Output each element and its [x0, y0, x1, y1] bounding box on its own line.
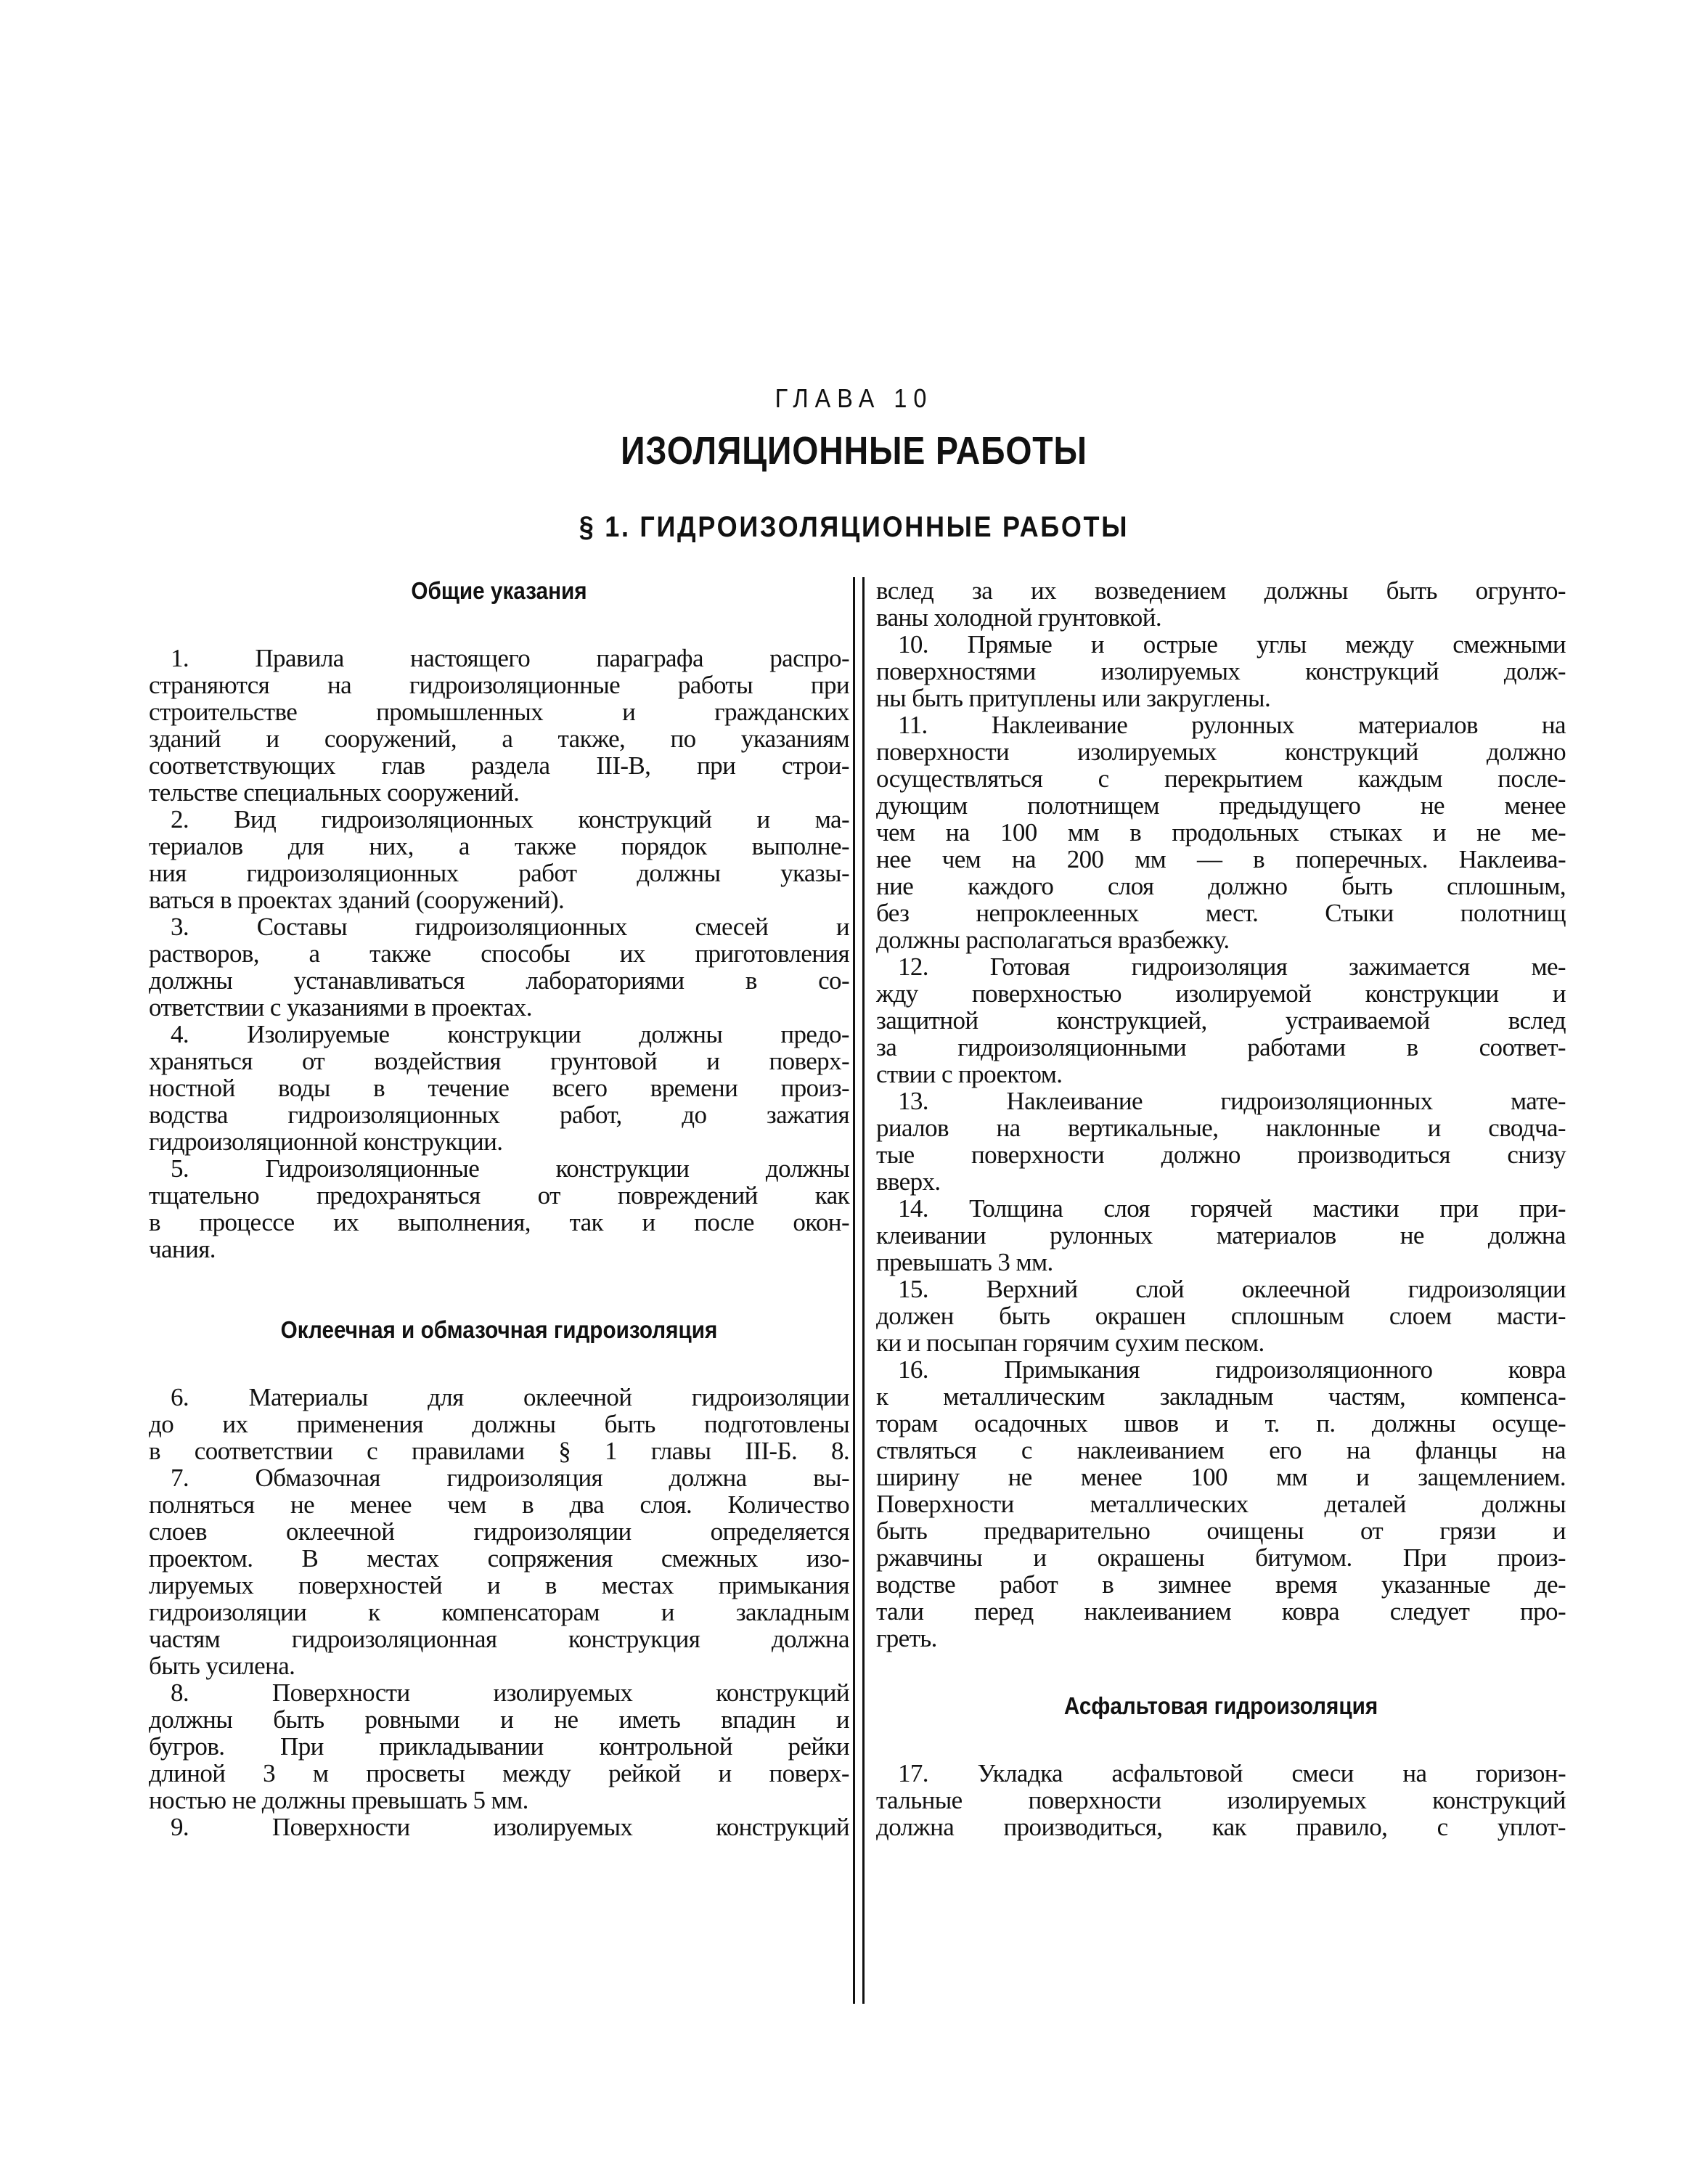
text-line: быть предварительно очищены от грязи и	[876, 1517, 1566, 1545]
text-line: 13. Наклеивание гидроизоляционных мате-	[898, 1087, 1566, 1115]
text-line: 4. Изолируемые конструкции должны предо-	[171, 1020, 849, 1048]
text-line: должен быть окрашен сплошным слоем масти-	[876, 1302, 1566, 1330]
text-line: тали перед наклеиванием ковра следует про-	[876, 1597, 1566, 1626]
subheading-asphalt: Асфальтовая гидроизоляция	[1063, 1692, 1378, 1719]
text-line: 8. Поверхности изолируемых конструкций	[171, 1679, 849, 1707]
text-line: поверхности изолируемых конструкций должно	[876, 738, 1566, 766]
text-line: 6. Материалы для оклеечной гидроизоляции	[171, 1383, 849, 1411]
text-line: 3. Составы гидроизоляционных смесей и	[171, 913, 849, 941]
text-line: гидроизоляции к компенсаторам и закладным	[149, 1598, 849, 1626]
text-line: териалов для них, а также порядок выполне-	[149, 832, 849, 860]
paragraph-3	[149, 913, 849, 1021]
text-line: полняться не менее чем в два слоя. Количество	[149, 1490, 849, 1519]
paragraph-9	[149, 1814, 849, 1840]
paragraph-11	[876, 711, 1566, 953]
text-line: ржавчины и окрашены битумом. При произ-	[876, 1543, 1566, 1572]
text-line: ваны холодной грунтовкой.	[876, 603, 1161, 632]
text-line: без непроклеенных мест. Стыки полотнищ	[876, 899, 1566, 927]
text-line: строительстве промышленных и гражданских	[149, 698, 849, 726]
text-line: в процессе их выполнения, так и после окон-	[149, 1208, 849, 1236]
text-line: греть.	[876, 1624, 937, 1652]
text-line: должны быть ровными и не иметь впадин и	[149, 1705, 849, 1734]
text-line: ствляться с наклеиванием его на фланцы на	[876, 1436, 1566, 1464]
text-line: нее чем на 200 мм — в поперечных. Наклеива-	[876, 845, 1566, 873]
text-line: храняться от воздействия грунтовой и поверх-	[149, 1047, 849, 1075]
text-line: должна производиться, как правило, с уплот-	[876, 1813, 1566, 1841]
text-line: защитной конструкцией, устраиваемой вслед	[876, 1006, 1566, 1035]
paragraph-4	[149, 1021, 849, 1155]
text-line: ностью не должны превышать 5 мм.	[149, 1786, 528, 1814]
text-line: ние каждого слоя должно быть сплошным,	[876, 872, 1566, 900]
text-line: до их применения должны быть подготовлены	[149, 1410, 849, 1438]
text-line: 12. Готовая гидроизоляция зажимается ме-	[898, 953, 1566, 981]
text-line: страняются на гидроизоляционные работы при	[149, 671, 849, 699]
text-line: бугров. При прикладывании контрольной рейки	[149, 1732, 849, 1761]
text-line: соответствующих глав раздела III-В, при строи-	[149, 751, 849, 780]
text-line: 14. Толщина слоя горячей мастики при при-	[898, 1194, 1566, 1223]
text-line: слоев оклеечной гидроизоляции определяется	[149, 1517, 849, 1546]
text-line: ствии с проектом.	[876, 1060, 1063, 1088]
text-line: растворов, а также способы их приготовления	[149, 939, 849, 968]
paragraph-15	[876, 1276, 1566, 1356]
paragraph-5	[149, 1155, 849, 1263]
paragraph-2	[149, 806, 849, 913]
text-line: 7. Обмазочная гидроизоляция должна вы-	[171, 1464, 849, 1492]
paragraph-7	[149, 1464, 849, 1679]
text-line: ки и посыпан горячим сухим песком.	[876, 1329, 1264, 1357]
text-line: риалов на вертикальные, наклонные и сводча-	[876, 1114, 1566, 1142]
text-line: торам осадочных швов и т. п. должны осуще-	[876, 1409, 1566, 1437]
text-line: лируемых поверхностей и в местах примыкания	[149, 1571, 849, 1599]
text-line: должны располагаться вразбежку.	[876, 926, 1230, 954]
paragraph-8	[149, 1679, 849, 1814]
text-line: водства гидроизоляционных работ, до зажатия	[149, 1101, 849, 1129]
text-line: проектом. В местах сопряжения смежных изо-	[149, 1544, 849, 1573]
paragraph-14	[876, 1195, 1566, 1276]
right-column	[876, 577, 1566, 1840]
text-line: дующим полотнищем предыдущего не менее	[876, 791, 1566, 820]
left-column	[149, 577, 849, 1840]
text-line: частям гидроизоляционная конструкция должна	[149, 1625, 849, 1653]
text-line: 2. Вид гидроизоляционных конструкций и ма-	[171, 805, 849, 833]
subheading-general: Общие указания	[411, 577, 587, 604]
text-line: 16. Примыкания гидроизоляционного ковра	[898, 1355, 1566, 1384]
subheading-pasting: Оклеечная и обмазочная гидроизоляция	[280, 1316, 718, 1343]
text-line: осуществляться с перекрытием каждым после-	[876, 764, 1566, 793]
text-line: 17. Укладка асфальтовой смеси на горизон-	[898, 1759, 1566, 1787]
text-line: водстве работ в зимнее время указанные де-	[876, 1570, 1566, 1599]
text-line: ответствии с указаниями в проектах.	[149, 993, 532, 1021]
text-line: чем на 100 мм в продольных стыках и не ме-	[876, 818, 1566, 847]
text-line: чания.	[149, 1235, 216, 1263]
text-line: ностной воды в течение всего времени произ-	[149, 1074, 849, 1102]
text-line: гидроизоляционной конструкции.	[149, 1127, 503, 1156]
chapter-title: ИЗОЛЯЦИОННЫЕ РАБОТЫ	[621, 429, 1087, 473]
text-line: 9. Поверхности изолируемых конструкций	[171, 1813, 849, 1841]
paragraph-13	[876, 1088, 1566, 1195]
paragraph-1	[149, 645, 849, 806]
text-line: 11. Наклеивание рулонных материалов на	[898, 711, 1566, 739]
text-line: тщательно предохраняться от повреждений как	[149, 1181, 849, 1210]
text-line: жду поверхностью изолируемой конструкции и	[876, 979, 1566, 1008]
text-line: клеивании рулонных материалов не должна	[876, 1221, 1566, 1249]
text-line: Поверхности металлических деталей должны	[876, 1490, 1566, 1518]
text-line: поверхностями изолируемых конструкций долж-	[876, 657, 1566, 685]
paragraph-16	[876, 1356, 1566, 1652]
text-line: 1. Правила настоящего параграфа распро-	[171, 644, 849, 672]
paragraph-10	[876, 631, 1566, 711]
text-line: 5. Гидроизоляционные конструкции должны	[171, 1154, 849, 1183]
text-line: длиной 3 м просветы между рейкой и поверх-	[149, 1759, 849, 1787]
text-line: должны устанавливаться лабораториями в со-	[149, 966, 849, 995]
text-line: ны быть притуплены или закруглены.	[876, 684, 1271, 712]
column-divider	[853, 577, 865, 2004]
text-line: зданий и сооружений, а также, по указаниям	[149, 725, 849, 753]
text-line: за гидроизоляционными работами в соответ-	[876, 1033, 1566, 1061]
text-line: 10. Прямые и острые углы между смежными	[898, 630, 1566, 658]
text-line: вслед за их возведением должны быть огрунто-	[876, 576, 1566, 605]
paragraph-6	[149, 1384, 849, 1464]
text-line: ваться в проектах зданий (сооружений).	[149, 886, 565, 914]
text-line: тальные поверхности изолируемых конструкций	[876, 1786, 1566, 1814]
paragraph-17	[876, 1760, 1566, 1840]
text-line: ния гидроизоляционных работ должны указы-	[149, 859, 849, 887]
section-title: § 1. ГИДРОИЗОЛЯЦИОННЫЕ РАБОТЫ	[579, 511, 1129, 543]
text-line: вверх.	[876, 1167, 941, 1196]
text-line: превышать 3 мм.	[876, 1248, 1053, 1276]
text-line: к металлическим закладным частям, компенса-	[876, 1382, 1566, 1411]
text-line: быть усилена.	[149, 1652, 295, 1680]
text-line: ширину не менее 100 мм и защемлением.	[876, 1463, 1566, 1491]
text-line: в соответствии с правилами § 1 главы III-Б. 8.	[149, 1437, 849, 1465]
text-line: тые поверхности должно производиться снизу	[876, 1141, 1566, 1169]
chapter-number: ГЛАВА 10	[775, 383, 933, 413]
paragraph-9-cont	[876, 577, 1566, 631]
text-line: 15. Верхний слой оклеечной гидроизоляции	[898, 1275, 1566, 1303]
paragraph-12	[876, 953, 1566, 1088]
text-line: тельстве специальных сооружений.	[149, 778, 520, 807]
